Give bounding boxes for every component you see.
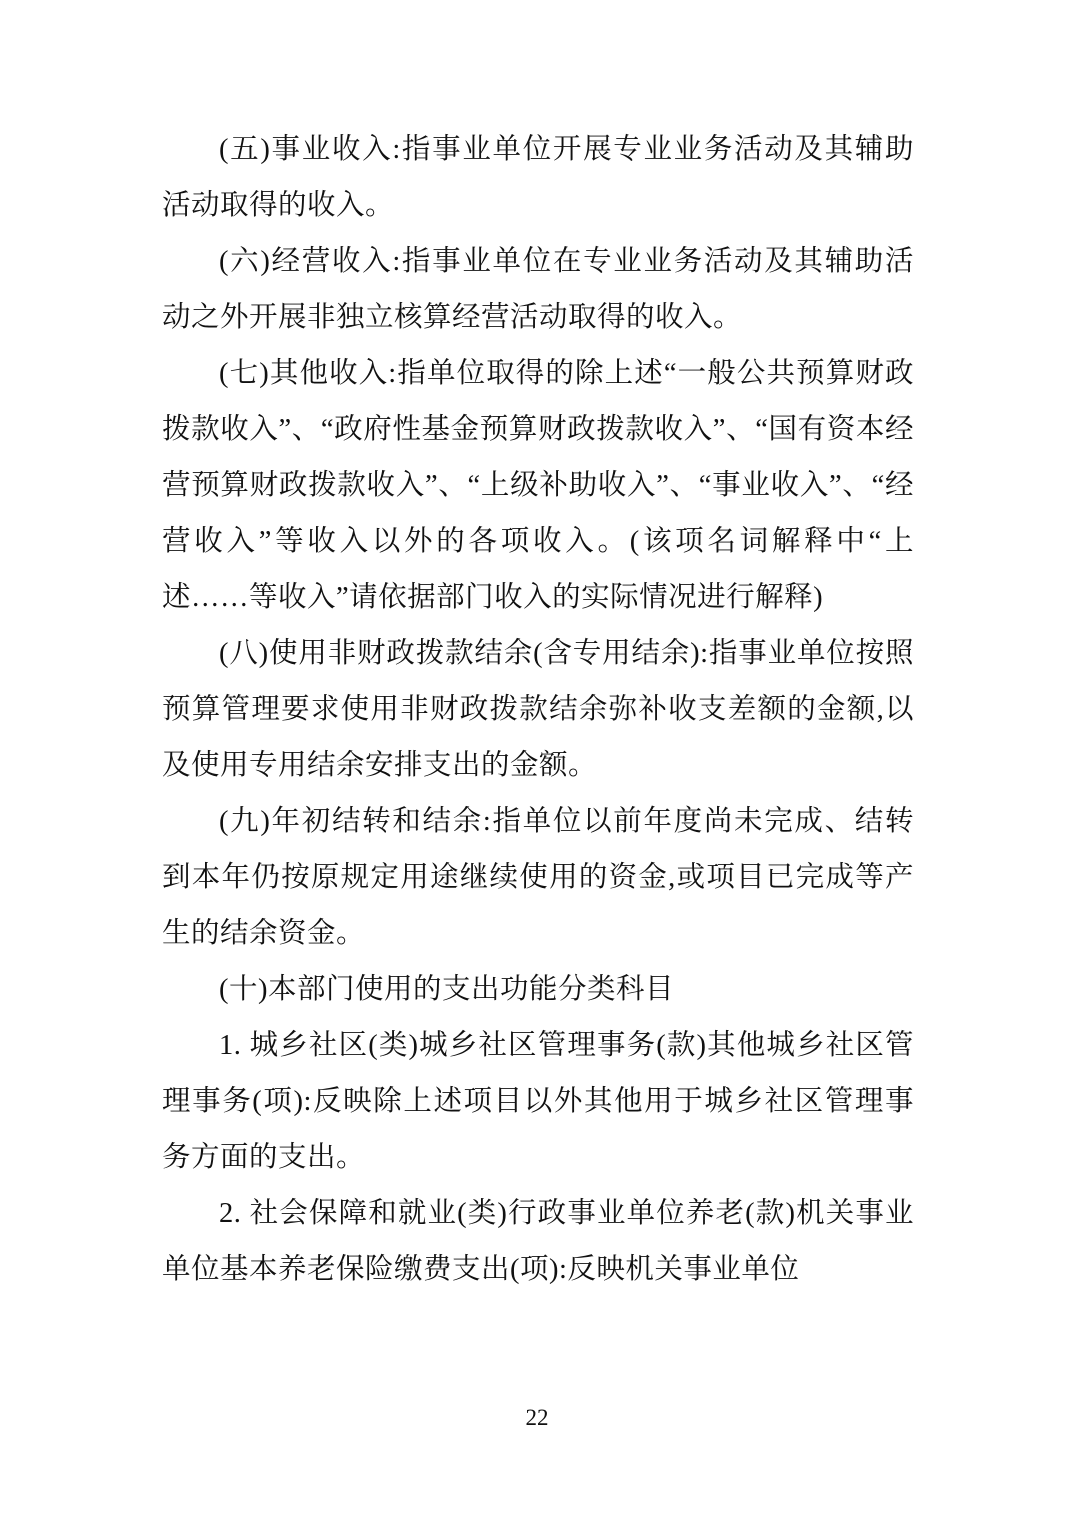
paragraph-subitem-2-shehui-baozhang: 2. 社会保障和就业(类)行政事业单位养老(款)机关事业单位基本养老保险缴费支出(项):反映机关事业单位	[162, 1198, 914, 1285]
document-body	[162, 122, 914, 1298]
paragraph-item-5-shiye-shouru: (五)事业收入:指事业单位开展专业业务活动及其辅助活动取得的收入。	[162, 134, 914, 221]
paragraph-item-6-jingying-shouru: (六)经营收入:指事业单位在专业业务活动及其辅助活动之外开展非独立核算经营活动取得的收入。	[162, 246, 914, 333]
paragraph-item-8-feicaizheng-jieyu: (八)使用非财政拨款结余(含专用结余):指事业单位按照预算管理要求使用非财政拨款结余弥补收支差额的金额,以及使用专用结余安排支出的金额。	[162, 638, 914, 781]
paragraph-subitem-1-chengxiang-shequ: 1. 城乡社区(类)城乡社区管理事务(款)其他城乡社区管理事务(项):反映除上述项目以外其他用于城乡社区管理事务方面的支出。	[162, 1030, 914, 1173]
paragraph-item-9-nianchu-jiezhuan: (九)年初结转和结余:指单位以前年度尚未完成、结转到本年仍按原规定用途继续使用的资金,或项目已完成等产生的结余资金。	[162, 806, 914, 949]
page-footer	[0, 1398, 1074, 1438]
page-number: 22	[525, 1405, 549, 1430]
paragraph-item-10-zhichu-kemu: (十)本部门使用的支出功能分类科目	[219, 974, 674, 1005]
paragraph-item-7-qita-shouru: (七)其他收入:指单位取得的除上述“一般公共预算财政拨款收入”、“政府性基金预算财政拨款收入”、“国有资本经营预算财政拨款收入”、“上级补助收入”、“事业收入”、“经营收入”等收入以外的各项收入。(该项名词解释中“上述……等收入”请依据部门收入的实际情况进行解释)	[162, 358, 914, 613]
